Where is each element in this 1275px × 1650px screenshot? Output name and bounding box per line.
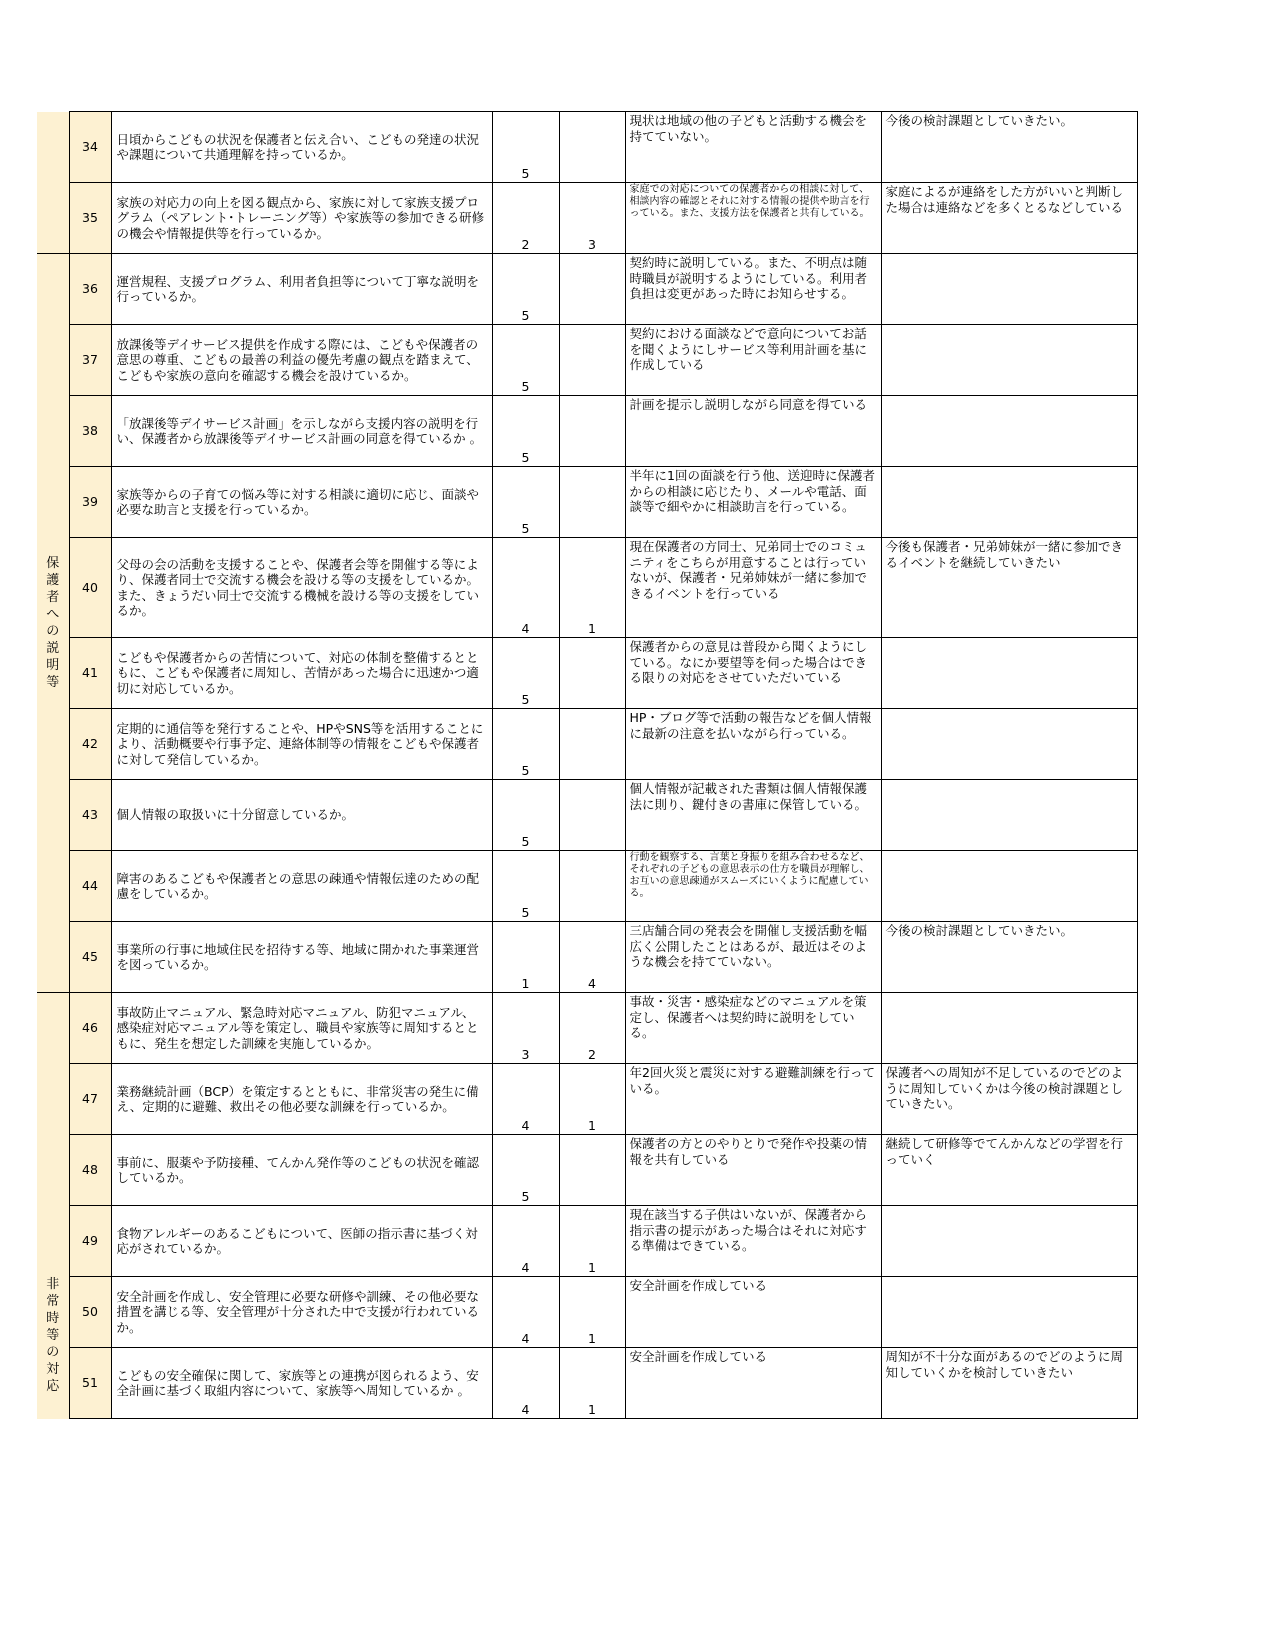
yes-count: 1 [521, 975, 530, 991]
question-text: 「放課後等デイサービス計画」を示しながら支援内容の説明を行い、保護者から放課後等デイサービス計画の同意を得ているか 。 [116, 415, 483, 446]
no-count-cell [559, 1135, 625, 1206]
category-cell [37, 112, 69, 254]
question-cell [111, 851, 492, 922]
no-count-cell [559, 922, 625, 993]
yes-count-cell [492, 396, 559, 467]
category-cell [37, 993, 69, 1419]
improvement-cell [881, 1348, 1137, 1419]
question-cell [111, 780, 492, 851]
table-row [37, 709, 1137, 780]
item-number: 46 [69, 993, 111, 1064]
question-text: 事故防止マニュアル、緊急時対応マニュアル、防犯マニュアル、感染症対応マニュアル等を策定し、職員や家族等に周知するとともに、発生を想定した訓練を実施しているか。 [116, 1004, 479, 1051]
improvement-cell [881, 325, 1137, 396]
no-count: 1 [588, 1259, 596, 1275]
question-cell [111, 183, 492, 254]
table-row [37, 538, 1137, 638]
yes-count-cell [492, 112, 559, 183]
comment-cell [625, 396, 881, 467]
yes-count-cell [492, 1064, 559, 1135]
improvement-text [882, 467, 1137, 469]
item-number: 36 [69, 254, 111, 325]
table-row [37, 467, 1137, 538]
comment-text: 現状は地域の他の子どもと活動する機会を持てていない。 [629, 113, 868, 144]
question-text: こどもの安全確保に関して、家族等との連携が図られるよう、安全計画に基づく取組内容について、家族等へ周知しているか 。 [116, 1367, 479, 1398]
item-number: 41 [69, 638, 111, 709]
improvement-text [882, 993, 1137, 995]
item-number: 44 [69, 851, 111, 922]
no-count-cell [559, 1277, 625, 1348]
yes-count-cell [492, 851, 559, 922]
yes-count: 5 [521, 1188, 530, 1204]
improvement-text [882, 396, 1137, 398]
improvement-text: 保護者への周知が不足しているのでどのように周知していくかは今後の検討課題としていきたい。 [885, 1065, 1124, 1111]
question-text: 個人情報の取扱いに十分留意しているか。 [116, 807, 355, 823]
comment-cell [625, 780, 881, 851]
comment-text: 安全計画を作成している [629, 1278, 768, 1293]
no-count: 2 [588, 1046, 596, 1062]
yes-count-cell [492, 638, 559, 709]
comment-text: 計画を提示し説明しながら同意を得ている [629, 397, 868, 412]
yes-count-cell [492, 1348, 559, 1419]
question-cell [111, 922, 492, 993]
yes-count: 2 [521, 236, 530, 252]
question-cell [111, 112, 492, 183]
question-text: 業務継続計画（BCP）を策定するとともに、非常災害の発生に備え、定期的に避難、救出その他必要な訓練を行っているか。 [116, 1083, 479, 1114]
question-cell [111, 1064, 492, 1135]
yes-count: 5 [521, 165, 530, 181]
comment-cell [625, 467, 881, 538]
no-count: 1 [588, 1330, 596, 1346]
question-cell [111, 993, 492, 1064]
no-count-cell [559, 396, 625, 467]
item-number: 43 [69, 780, 111, 851]
no-count-cell [559, 325, 625, 396]
item-number: 45 [69, 922, 111, 993]
comment-text: 年2回火災と震災に対する避難訓練を行っている。 [629, 1065, 875, 1096]
question-cell [111, 254, 492, 325]
improvement-text: 今後も保護者・兄弟姉妹が一緒に参加できるイベントを継続していきたい [885, 539, 1124, 570]
no-count-cell [559, 183, 625, 254]
comment-text: 家庭での対応についての保護者からの相談に対して、相談内容の確認とそれに対する情報の提供や助言を行っている。また、支援方法を保護者と共有している。 [629, 184, 870, 219]
question-text: 家族の対応力の向上を図る観点から、家族に対して家族支援プログラム（ペアレント･トレーニング等）や家族等の参加できる研修の機会や情報提供等を行っているか。 [116, 194, 485, 241]
question-cell [111, 1277, 492, 1348]
yes-count: 4 [521, 1330, 530, 1346]
improvement-cell [881, 467, 1137, 538]
improvement-text [882, 254, 1137, 256]
no-count-cell [559, 638, 625, 709]
question-text: 食物アレルギーのあるこどもについて、医師の指示書に基づく対応がされているか。 [116, 1225, 478, 1256]
improvement-text [882, 709, 1137, 711]
question-text: 安全計画を作成し、安全管理に必要な研修や訓練、その他必要な措置を講じる等、安全管理が十分された中で支援が行われているか。 [116, 1288, 480, 1335]
no-count: 1 [588, 1117, 596, 1133]
yes-count-cell [492, 1277, 559, 1348]
item-number: 50 [69, 1277, 111, 1348]
question-cell [111, 538, 492, 638]
question-cell [111, 1206, 492, 1277]
yes-count: 3 [521, 1046, 530, 1062]
yes-count: 4 [521, 1117, 530, 1133]
comment-text: 半年に1回の面談を行う他、送迎時に保護者からの相談に応じたり、メールや電話、面談等で細やかに相談助言を行っている。 [629, 468, 875, 514]
item-number: 42 [69, 709, 111, 780]
question-text: 放課後等デイサービス提供を作成する際には、こどもや保護者の意思の尊重、こどもの最善の利益の優先考慮の観点を踏まえて、こどもや家族の意向を確認する機会を設けているか。 [116, 336, 479, 383]
question-text: こどもや保護者からの苦情について、対応の体制を整備するとともに、こどもや保護者に周知し、苦情があった場合に迅速かつ適切に対応しているか。 [116, 649, 479, 696]
comment-cell [625, 993, 881, 1064]
question-text: 日頃からこどもの状況を保護者と伝え合い、こどもの発達の状況や課題について共通理解を持っているか。 [116, 131, 480, 162]
no-count-cell [559, 1064, 625, 1135]
comment-text: 保護者の方とのやりとりで発作や投薬の情報を共有している [629, 1136, 868, 1167]
yes-count-cell [492, 325, 559, 396]
table-row [37, 1135, 1137, 1206]
table-row [37, 396, 1137, 467]
improvement-cell [881, 993, 1137, 1064]
table-row [37, 780, 1137, 851]
item-number: 37 [69, 325, 111, 396]
comment-cell [625, 1135, 881, 1206]
no-count-cell [559, 467, 625, 538]
table-row [37, 1064, 1137, 1135]
question-cell [111, 467, 492, 538]
comment-text: 現在該当する子供はいないが、保護者から指示書の提示があった場合はそれに対応する準備はできている。 [629, 1207, 868, 1253]
no-count-cell [559, 254, 625, 325]
comment-text: 三店舗合同の発表会を開催し支援活動を幅広く公開したことはあるが、最近はそのような機会を持てていない。 [629, 923, 868, 969]
improvement-cell [881, 851, 1137, 922]
item-number: 40 [69, 538, 111, 638]
improvement-cell [881, 1277, 1137, 1348]
comment-text: 行動を観察する、言葉と身振りを組み合わせるなど、それぞれの子どもの意思表示の仕方を職員が理解し、お互いの意思疎通がスムーズにいくように配慮している。 [629, 852, 870, 899]
yes-count-cell [492, 1135, 559, 1206]
yes-count: 5 [521, 762, 530, 778]
table-row [37, 325, 1137, 396]
improvement-text: 継続して研修等でてんかんなどの学習を行っていく [885, 1136, 1124, 1167]
comment-text: 事故・災害・感染症などのマニュアルを策定し、保護者へは契約時に説明をしている。 [629, 994, 867, 1040]
improvement-text [882, 1277, 1137, 1279]
improvement-cell [881, 1064, 1137, 1135]
question-text: 父母の会の活動を支援することや、保護者会等を開催する等により、保護者同士で交流する機会を設ける等の支援をしているか。また、きょうだい同士で交流する機械を設ける等の支援をしているか。 [116, 556, 480, 618]
table-row [37, 1206, 1137, 1277]
comment-text: HP・ブログ等で活動の報告などを個人情報に最新の注意を払いながら行っている。 [629, 710, 872, 741]
improvement-cell [881, 709, 1137, 780]
yes-count: 4 [521, 1259, 530, 1275]
question-text: 定期的に通信等を発行することや、HPやSNS等を活用することにより、活動概要や行事予定、連絡体制等の情報をこどもや保護者に対して発信しているか。 [116, 720, 484, 767]
evaluation-table [37, 111, 1138, 1419]
improvement-text [882, 780, 1137, 782]
yes-count: 5 [521, 307, 530, 323]
comment-text: 契約における面談などで意向についてお話を聞くようにしサービス等利用計画を基に作成している [629, 326, 868, 372]
category-label: 保護者への説明等 [46, 556, 60, 690]
improvement-cell [881, 183, 1137, 254]
item-number: 34 [69, 112, 111, 183]
yes-count: 5 [521, 449, 530, 465]
question-text: 家族等からの子育ての悩み等に対する相談に適切に応じ、面談や必要な助言と支援を行っているか。 [116, 486, 480, 517]
comment-text: 個人情報が記載された書類は個人情報保護法に則り、鍵付きの書庫に保管している。 [629, 781, 868, 812]
improvement-cell [881, 254, 1137, 325]
item-number: 35 [69, 183, 111, 254]
yes-count-cell [492, 538, 559, 638]
comment-text: 保護者からの意見は普段から聞くようにしている。なにか要望等を伺った場合はできる限りの対応をさせていただいている [629, 639, 868, 685]
question-text: 障害のあるこどもや保護者との意思の疎通や情報伝達のための配慮をしているか。 [116, 870, 480, 901]
comment-cell [625, 325, 881, 396]
improvement-cell [881, 538, 1137, 638]
category-cell [37, 254, 69, 993]
no-count-cell [559, 1348, 625, 1419]
yes-count-cell [492, 993, 559, 1064]
comment-cell [625, 538, 881, 638]
item-number: 48 [69, 1135, 111, 1206]
comment-cell [625, 922, 881, 993]
question-text: 運営規程、支援プログラム、利用者負担等について丁寧な説明を行っているか。 [116, 273, 480, 304]
item-number: 39 [69, 467, 111, 538]
yes-count: 5 [521, 378, 530, 394]
yes-count-cell [492, 1206, 559, 1277]
no-count-cell [559, 709, 625, 780]
table-row [37, 993, 1137, 1064]
improvement-cell [881, 638, 1137, 709]
comment-cell [625, 709, 881, 780]
yes-count: 4 [521, 1401, 530, 1417]
comment-text: 現在保護者の方同士、兄弟同士でのコミュニティをこちらが用意することは行っていないが、保護者・兄弟姉妹が一緒に参加できるイベントを行っている [629, 539, 868, 601]
table-row [37, 638, 1137, 709]
no-count-cell [559, 851, 625, 922]
no-count-cell [559, 1206, 625, 1277]
question-cell [111, 1135, 492, 1206]
improvement-text: 今後の検討課題としていきたい。 [885, 923, 1074, 938]
improvement-text [882, 851, 1137, 853]
comment-cell [625, 1206, 881, 1277]
comment-cell [625, 254, 881, 325]
table-row [37, 112, 1137, 183]
question-text: 事業所の行事に地域住民を招待する等、地域に開かれた事業運営を図っているか。 [116, 941, 480, 972]
improvement-text [882, 1206, 1137, 1208]
yes-count: 4 [521, 620, 530, 636]
table-row [37, 254, 1137, 325]
improvement-cell [881, 396, 1137, 467]
no-count: 4 [588, 975, 596, 991]
table-row [37, 183, 1137, 254]
yes-count-cell [492, 709, 559, 780]
yes-count: 5 [521, 833, 530, 849]
comment-cell [625, 1277, 881, 1348]
improvement-cell [881, 1135, 1137, 1206]
no-count: 3 [588, 236, 596, 252]
comment-cell [625, 1348, 881, 1419]
improvement-text: 周知が不十分な面があるのでどのように周知していくかを検討していきたい [885, 1349, 1124, 1380]
no-count-cell [559, 993, 625, 1064]
item-number: 49 [69, 1206, 111, 1277]
improvement-text [882, 325, 1137, 327]
table-row [37, 1277, 1137, 1348]
item-number: 38 [69, 396, 111, 467]
improvement-text [882, 638, 1137, 640]
no-count: 1 [588, 1401, 596, 1417]
table-row [37, 851, 1137, 922]
no-count: 1 [588, 620, 596, 636]
yes-count-cell [492, 467, 559, 538]
yes-count: 5 [521, 691, 530, 707]
table-row [37, 922, 1137, 993]
comment-text: 契約時に説明している。また、不明点は随時職員が説明するようにしている。利用者負担は変更があった時にお知らせする。 [629, 255, 868, 301]
question-cell [111, 396, 492, 467]
no-count-cell [559, 780, 625, 851]
question-cell [111, 709, 492, 780]
improvement-text: 今後の検討課題としていきたい。 [885, 113, 1074, 128]
category-label: 非常時等の対応 [46, 1277, 60, 1395]
comment-cell [625, 1064, 881, 1135]
yes-count-cell [492, 922, 559, 993]
yes-count: 5 [521, 904, 530, 920]
improvement-cell [881, 780, 1137, 851]
item-number: 51 [69, 1348, 111, 1419]
question-text: 事前に、服薬や予防接種、てんかん発作等のこどもの状況を確認しているか。 [116, 1154, 480, 1185]
comment-cell [625, 112, 881, 183]
improvement-cell [881, 112, 1137, 183]
question-cell [111, 325, 492, 396]
question-cell [111, 1348, 492, 1419]
table-row [37, 1348, 1137, 1419]
yes-count-cell [492, 780, 559, 851]
improvement-cell [881, 1206, 1137, 1277]
yes-count-cell [492, 254, 559, 325]
improvement-cell [881, 922, 1137, 993]
no-count-cell [559, 112, 625, 183]
comment-cell [625, 183, 881, 254]
yes-count-cell [492, 183, 559, 254]
comment-cell [625, 638, 881, 709]
question-cell [111, 638, 492, 709]
no-count-cell [559, 538, 625, 638]
comment-cell [625, 851, 881, 922]
comment-text: 安全計画を作成している [629, 1349, 768, 1364]
item-number: 47 [69, 1064, 111, 1135]
yes-count: 5 [521, 520, 530, 536]
improvement-text: 家庭によるが連絡をした方がいいと判断した場合は連絡などを多くとるなどしている [885, 184, 1124, 215]
